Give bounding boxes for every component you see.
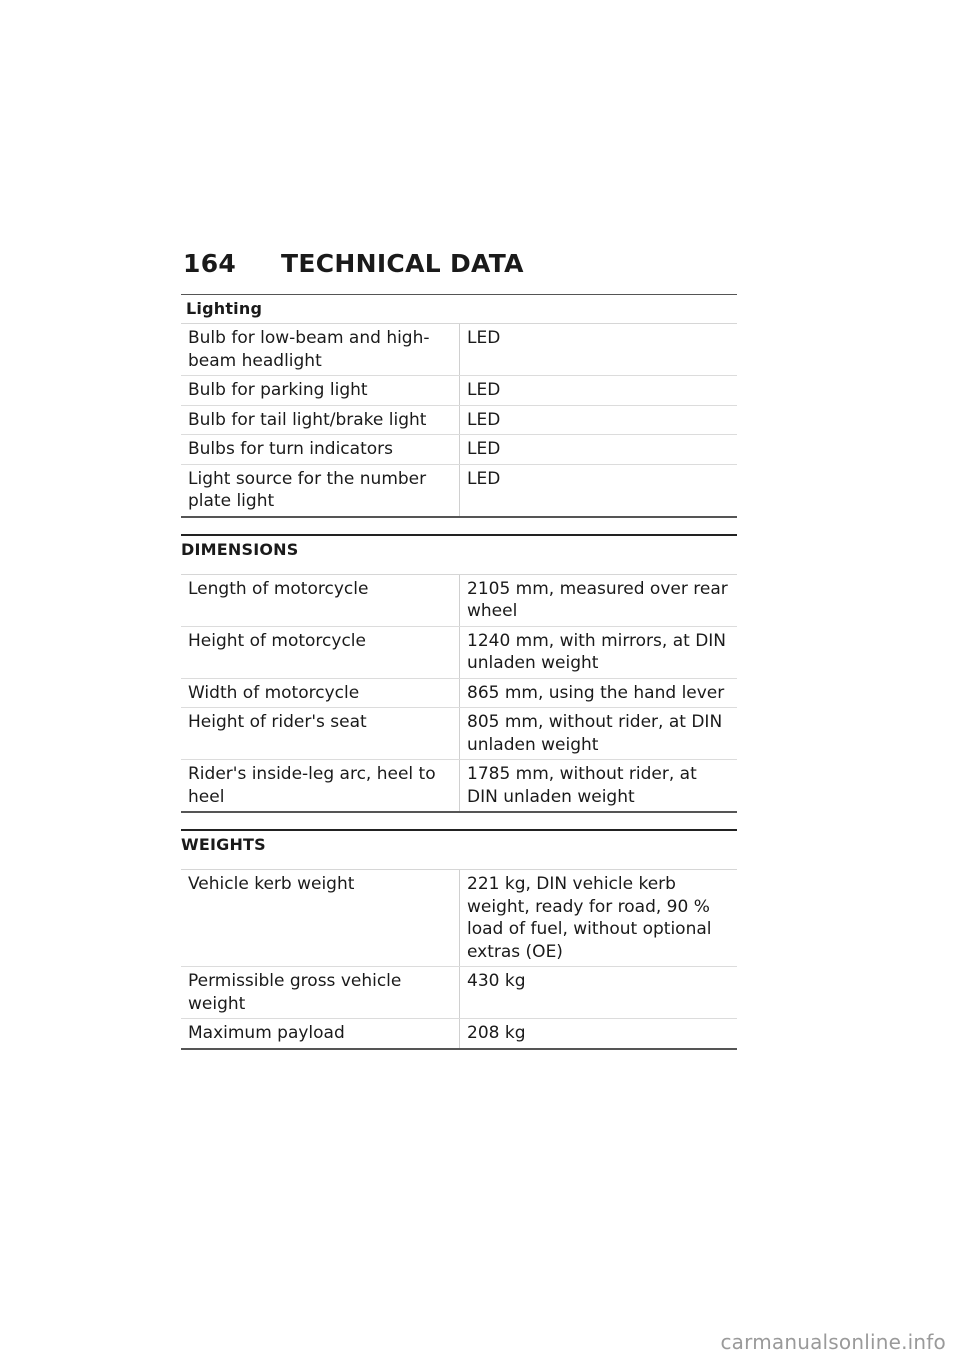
row-value: LED — [467, 409, 501, 430]
table-row — [181, 707, 737, 759]
table-row — [181, 405, 737, 435]
table-row — [181, 870, 737, 966]
technical-data-content — [181, 294, 737, 1050]
page-header — [183, 243, 524, 283]
row-value: 1240 mm, with mirrors, at DIN unladen weight — [467, 630, 727, 673]
row-label: Bulb for low-beam and high-beam headlight — [181, 324, 460, 375]
table-row — [181, 434, 737, 464]
row-value: LED — [467, 468, 501, 489]
row-label: Bulb for tail light/brake light — [181, 406, 460, 435]
row-value: 805 mm, without rider, at DIN unladen weight — [467, 712, 723, 755]
section-title-lighting: Lighting — [186, 299, 263, 318]
lighting-section — [181, 294, 737, 518]
lighting-table — [181, 323, 737, 518]
page-number: 164 — [183, 248, 237, 278]
row-label: Light source for the number plate light — [181, 465, 460, 516]
row-value: LED — [467, 328, 501, 348]
site-watermark: carmanualsonline.info — [720, 1330, 946, 1354]
row-value: 865 mm, using the hand lever — [467, 682, 725, 703]
table-row — [181, 759, 737, 811]
row-label: Permissible gross vehicle weight — [181, 967, 460, 1018]
row-value: LED — [467, 380, 501, 400]
row-label: Width of motorcycle — [181, 679, 460, 708]
section-title-dimensions: DIMENSIONS — [181, 539, 299, 559]
row-value: LED — [467, 439, 501, 459]
row-label: Height of rider's seat — [181, 708, 460, 759]
row-value: 2105 mm, measured over rear wheel — [467, 578, 728, 621]
row-label: Length of motorcycle — [181, 575, 460, 626]
dimensions-section — [181, 534, 737, 814]
table-row — [181, 324, 737, 375]
section-title-weights: WEIGHTS — [181, 835, 266, 854]
table-row — [181, 966, 737, 1018]
table-row — [181, 375, 737, 405]
row-value: 221 kg, DIN vehicle kerb weight, ready for road, 90 % load of fuel, without optional extras (OE) — [467, 874, 712, 962]
table-row — [181, 626, 737, 678]
row-value: 208 kg — [467, 1023, 526, 1043]
row-label: Bulbs for turn indicators — [181, 435, 460, 464]
row-value: 430 kg — [467, 971, 526, 991]
row-label: Vehicle kerb weight — [181, 870, 460, 966]
weights-table — [181, 869, 737, 1050]
row-label: Rider's inside-leg arc, heel to heel — [181, 760, 460, 811]
row-label: Height of motorcycle — [181, 627, 460, 678]
dimensions-table — [181, 574, 737, 814]
row-value: 1785 mm, without rider, at DIN unladen weight — [467, 764, 697, 807]
table-row — [181, 1018, 737, 1048]
page-title: TECHNICAL DATA — [281, 248, 524, 278]
row-label: Bulb for parking light — [181, 376, 460, 405]
weights-section — [181, 829, 737, 1050]
row-label: Maximum payload — [181, 1019, 460, 1048]
table-row — [181, 464, 737, 516]
table-row — [181, 678, 737, 708]
table-row — [181, 575, 737, 626]
